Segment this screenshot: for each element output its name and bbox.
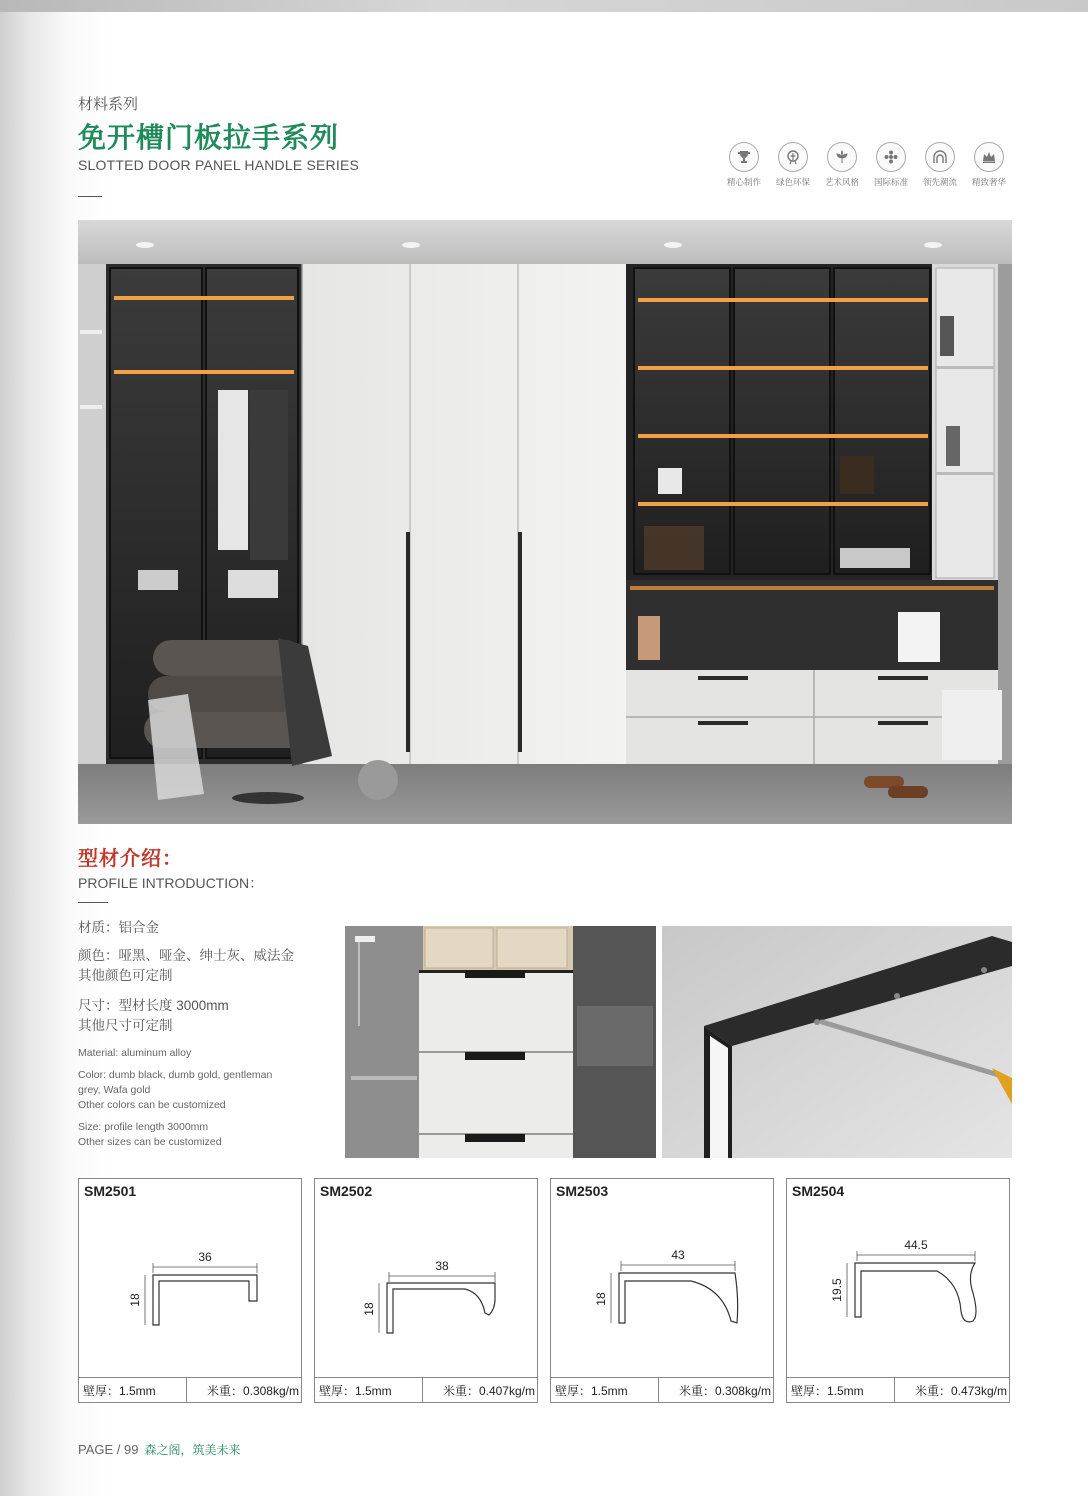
product-code: SM2501 xyxy=(84,1183,137,1199)
feature-art xyxy=(820,142,864,188)
product-card-sm2501 xyxy=(78,1178,302,1403)
crown-icon xyxy=(974,142,1004,172)
handle-install-photo xyxy=(662,926,1012,1158)
height-dimension: 18 xyxy=(594,1292,608,1306)
height-dimension: 18 xyxy=(362,1302,376,1316)
meter-weight: 米重：0.308kg/m xyxy=(206,1383,299,1398)
spec-material-en: Material: aluminum alloy xyxy=(78,1047,192,1059)
product-card-sm2503 xyxy=(550,1178,774,1403)
meter-weight: 米重：0.308kg/m xyxy=(678,1383,771,1398)
spec-color-cn: 颜色：哑黑、哑金、绅士灰、威法金 xyxy=(78,948,294,963)
spec-size-cn: 尺寸：型材长度 3000mm xyxy=(78,998,229,1013)
page-number: PAGE / 99 xyxy=(78,1442,139,1457)
feature-luxury xyxy=(967,142,1011,188)
product-card-sm2504 xyxy=(786,1178,1010,1403)
spec-color-en-cont: grey, Wafa gold xyxy=(78,1084,151,1096)
profile-drawing-sm2504 xyxy=(787,1203,1009,1378)
meter-weight: 米重：0.407kg/m xyxy=(442,1383,535,1398)
product-specs-row xyxy=(551,1377,773,1402)
feature-crafted xyxy=(722,142,766,188)
profile-drawing-sm2502 xyxy=(315,1203,537,1378)
feature-trend xyxy=(918,142,962,188)
arch-icon xyxy=(925,142,955,172)
wall-thickness: 壁厚：1.5mm xyxy=(79,1378,187,1402)
brand-slogan: 森之阁，筑美未来 xyxy=(144,1443,241,1457)
profile-specs xyxy=(78,918,338,1150)
product-card-sm2502 xyxy=(314,1178,538,1403)
feature-label: 精心制作 xyxy=(726,177,761,187)
spec-color-en-note: Other colors can be customized xyxy=(78,1099,226,1111)
feature-eco xyxy=(771,142,815,188)
height-dimension: 19.5 xyxy=(830,1278,844,1302)
profile-section-title-cn: 型材介绍： xyxy=(78,848,183,870)
wall-thickness: 壁厚：1.5mm xyxy=(315,1378,423,1402)
feature-icons xyxy=(722,142,1011,188)
product-specs-row xyxy=(787,1377,1009,1402)
spec-color-en: Color: dumb black, dumb gold, gentleman xyxy=(78,1069,273,1081)
section-divider xyxy=(78,902,108,903)
width-dimension: 38 xyxy=(435,1259,449,1273)
series-label: 材料系列 xyxy=(78,96,139,113)
profile-drawing-sm2501 xyxy=(79,1203,301,1378)
feature-label: 艺术风格 xyxy=(824,177,859,187)
spec-color-cn-note: 其他颜色可定制 xyxy=(78,968,173,983)
width-dimension: 43 xyxy=(671,1248,685,1262)
page-title-en: SLOTTED DOOR PANEL HANDLE SERIES xyxy=(78,157,360,173)
feature-label: 领先潮流 xyxy=(922,177,957,187)
wall-thickness: 壁厚：1.5mm xyxy=(551,1378,659,1402)
profile-drawing-sm2503 xyxy=(551,1203,773,1378)
product-code: SM2504 xyxy=(792,1183,845,1199)
feature-label: 国际标准 xyxy=(873,177,908,187)
leaf-badge-icon xyxy=(778,142,808,172)
page-title-cn: 免开槽门板拉手系列 xyxy=(78,122,340,153)
spec-size-cn-note: 其他尺寸可定制 xyxy=(78,1018,173,1033)
feature-standard xyxy=(869,142,913,188)
width-dimension: 36 xyxy=(198,1250,212,1264)
product-code: SM2502 xyxy=(320,1183,373,1199)
meter-weight: 米重：0.473kg/m xyxy=(914,1383,1007,1398)
drawer-handle-photo xyxy=(345,926,656,1158)
hero-wardrobe-photo xyxy=(78,220,1012,824)
profile-section-title-en: PROFILE INTRODUCTION： xyxy=(78,875,264,891)
width-dimension: 44.5 xyxy=(904,1238,928,1252)
spec-size-en-note: Other sizes can be customized xyxy=(78,1136,222,1148)
plant-icon xyxy=(827,142,857,172)
flower-icon xyxy=(876,142,906,172)
page-footer xyxy=(78,1441,240,1458)
feature-label: 精致奢华 xyxy=(971,177,1006,187)
wall-thickness: 壁厚：1.5mm xyxy=(787,1378,895,1402)
page-top-edge xyxy=(0,0,1088,12)
product-specs-row xyxy=(315,1377,537,1402)
spec-size-en: Size: profile length 3000mm xyxy=(78,1121,209,1133)
trophy-icon xyxy=(729,142,759,172)
product-code: SM2503 xyxy=(556,1183,609,1199)
spec-material-cn: 材质：铝合金 xyxy=(78,920,159,935)
product-specs-row xyxy=(79,1377,301,1402)
height-dimension: 18 xyxy=(128,1293,142,1307)
feature-label: 绿色环保 xyxy=(775,177,810,187)
title-divider xyxy=(78,196,102,197)
